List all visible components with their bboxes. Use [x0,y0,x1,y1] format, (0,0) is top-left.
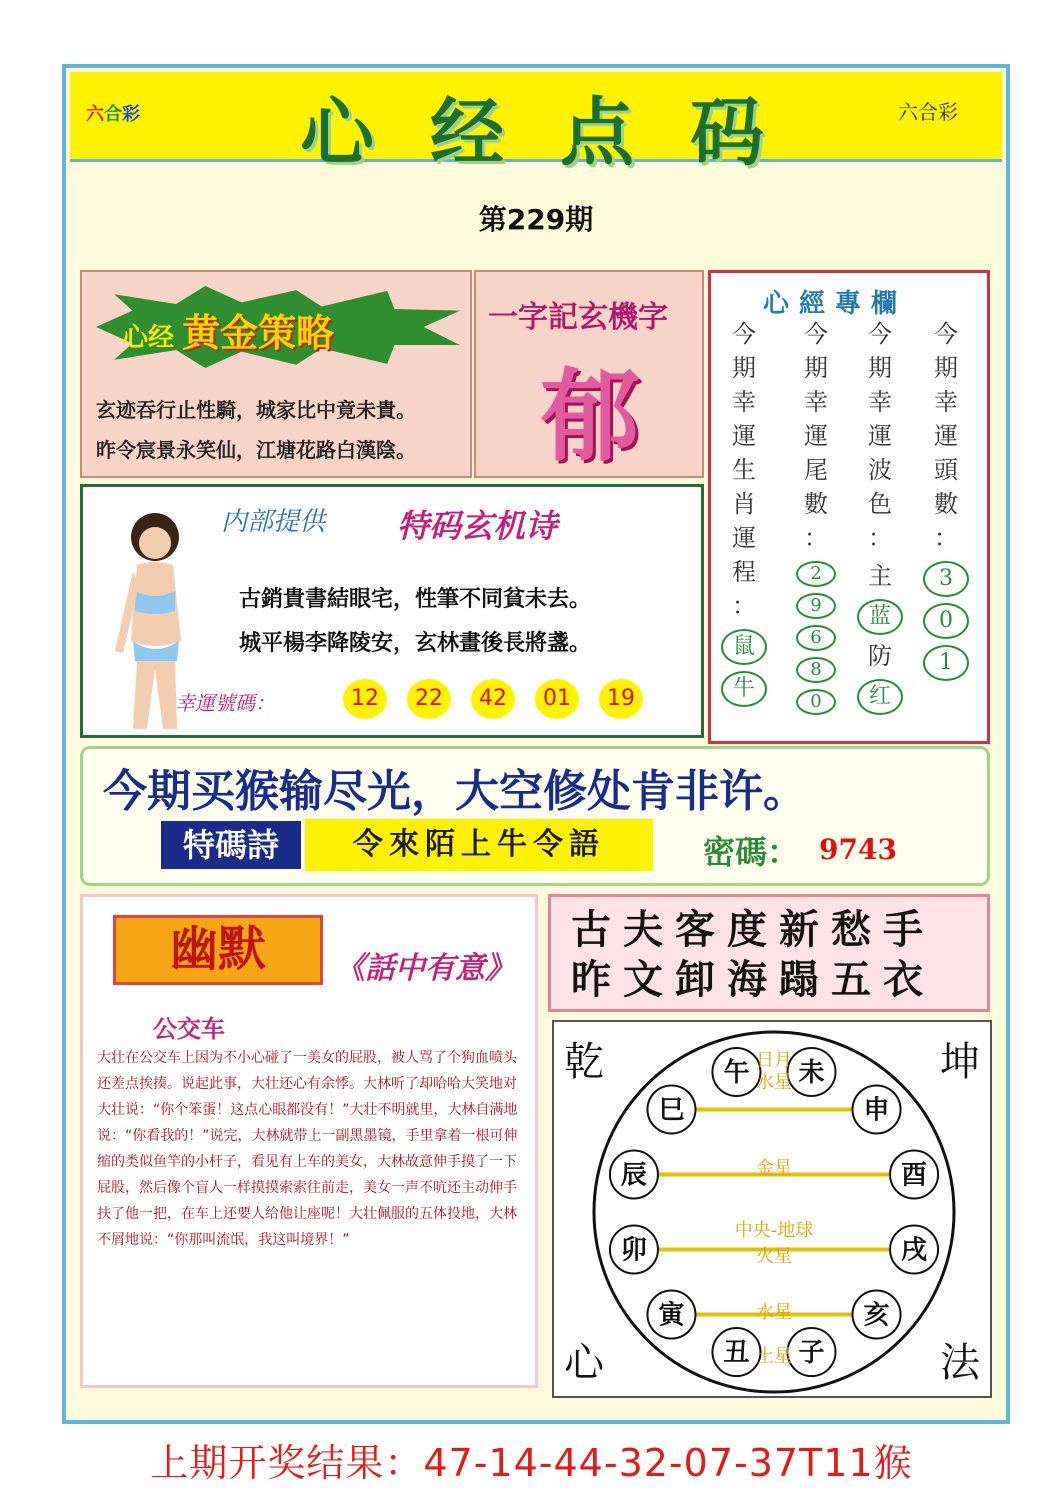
head-column [931,317,961,681]
column-value: 0 [796,689,836,715]
lucky-ball: 01 [535,679,579,719]
poem-line: 城平楊李降陵安，玄林畫後長將盞。 [239,630,592,656]
branch-label: 午 [723,1057,750,1088]
te-poem-text: 令來陌上牛令語 [305,819,653,871]
branch-label: 未 [798,1057,825,1088]
poem-tag-title: 特码玄机诗 [397,507,558,545]
branch-label: 子 [798,1338,825,1369]
branch-circle [554,1022,994,1400]
logo-left [86,100,140,126]
corner-xin: 心 [564,1340,604,1386]
column-value: 牛 [721,671,767,707]
column-char: ： [804,524,828,552]
lucky-ball: 42 [471,679,515,719]
secret-title: 一字記玄機字 [488,300,668,335]
column-char: 期 [732,354,756,382]
column-value: 6 [796,625,836,651]
column-char: 幸 [732,388,756,416]
column-char: 幸 [934,388,958,416]
planet-label: 水星 [756,1072,792,1093]
column-value: 0 [923,603,969,639]
column-char: 運 [732,524,756,552]
poem-panel [80,484,704,738]
column-char: 今 [934,320,958,348]
column-value: 1 [923,645,969,681]
poem-line: 古銷貴書結眼宅，性筆不同貧未去。 [239,586,592,612]
page-title: 心经点码 [300,90,820,176]
column-value: 3 [923,561,969,597]
secret-char: 郁 [540,358,640,475]
logo-char: 彩 [122,104,140,125]
column-char: 今 [868,320,892,348]
lucky-ball: 12 [343,679,387,719]
gold-line: 昨令宸景永笑仙，江塘花路白漢陰。 [96,438,416,462]
column-char: 頭 [934,456,958,484]
branch-label: 巳 [658,1095,685,1126]
column-char: 幸 [804,388,828,416]
column-char: 數 [804,490,828,518]
column-char: 運 [732,422,756,450]
poem-tag-internal: 内部提供 [221,507,326,537]
column-char: 運 [868,422,892,450]
tail-column [801,317,831,715]
column-char: 運 [934,422,958,450]
logo-char: 六 [86,104,104,125]
slogan-text: 今期买猴输尽光，大空修处肯非许。 [103,766,807,817]
column-panel [708,270,990,744]
logo-char: 合 [104,104,122,125]
joke-title: 公交车 [153,1015,225,1043]
joke-text: 大壮在公交车上因为不小心碰了一美女的屁股，被人骂了个狗血喷头还差点挨揍。说起此事，大壮还心有余悸。大林听了却哈哈大笑地对大壮说：“你个笨蛋！这点心眼都没有！”大壮不明就里，大林自满地说：“你看我的！”说完，大林就带上一副黑墨镜，手里拿着一根可伸缩的类似鱼竿的小杆子，看见有上车的美女，大林故意伸手摸了一下屁股，然后像个盲人一样摸摸索索往前走，美女一声不吭还主动伸手扶了他一把，在车上还要人给他让座呢！大壮佩服的五体投地，大林不屑地说：“你那叫流氓，我这叫境界！” [97,1050,518,1248]
column-char: ： [934,524,958,552]
column-char: 期 [934,354,958,382]
column-char: 波 [868,456,892,484]
planet-label: 水星 [756,1302,792,1323]
column-value: 鼠 [721,629,767,665]
column-value: 红 [857,679,903,715]
branch-label: 亥 [863,1300,890,1331]
verse-line: 昨文卸海蹋五衣 [571,956,935,1003]
logo-right: 六合彩 [898,100,958,124]
branch-diagram [552,1020,992,1398]
slogan-panel [80,746,990,886]
verse-panel [548,894,990,1012]
column-char: ： [732,592,756,620]
planet-label: 火星 [756,1246,792,1267]
column-value: 2 [796,561,836,587]
planet-label: 金星 [756,1158,792,1179]
corner-qian: 乾 [564,1039,604,1085]
column-title: 心經專欄 [763,289,908,319]
column-char: 尾 [804,456,828,484]
planet-label: 土星 [756,1346,792,1367]
branch-label: 寅 [658,1300,685,1331]
poster-frame [62,64,1010,1424]
verse-line: 古夫客度新愁手 [571,906,935,953]
column-char: 程 [732,558,756,586]
corner-fa: 法 [940,1340,980,1386]
corner-kun: 坤 [940,1039,980,1085]
column-char: 今 [804,320,828,348]
column-char: 期 [868,354,892,382]
te-poem-label: 特碼詩 [161,821,301,869]
secret-char-panel [474,270,704,478]
planet-label: 中央-地球 [734,1220,814,1241]
column-value: 8 [796,657,836,683]
gold-poem [96,390,416,470]
branch-label: 酉 [901,1160,928,1191]
column-value: 9 [796,593,836,619]
humor-badge: 幽默 [113,915,323,985]
column-char: ： [868,524,892,552]
planet-label: 日月 [756,1050,792,1071]
last-result: 上期开奖结果：47-14-44-32-07-37T11猴 [150,1441,913,1485]
humor-panel [80,894,538,1388]
lucky-label: 幸運號碼： [175,691,275,715]
gold-strategy-panel [80,270,472,478]
column-value: 主 [868,562,892,590]
column-char: 肖 [732,490,756,518]
column-char: 幸 [868,388,892,416]
zodiac-column [729,317,759,707]
verse-lines [571,905,935,1005]
gold-main: 黄金策略 [182,311,335,355]
humor-subtitle: 《話中有意》 [335,951,515,986]
password-label: 密碼： [703,833,800,871]
branch-label: 辰 [620,1160,647,1191]
gold-prefix: 心经 [122,323,175,353]
column-char: 期 [804,354,828,382]
lucky-ball: 22 [407,679,451,719]
branch-label: 丑 [723,1338,750,1369]
column-char: 色 [868,490,892,518]
issue-number: 第229期 [478,203,594,236]
branch-label: 卯 [620,1235,647,1266]
column-value: 防 [868,642,892,670]
column-char: 今 [732,320,756,348]
color-column [865,317,895,715]
password-value: 9743 [819,833,897,866]
column-value: 蓝 [857,599,903,635]
poem-lines [239,577,591,665]
branch-label: 戌 [901,1235,928,1266]
column-char: 生 [732,456,756,484]
lucky-ball: 19 [599,679,643,719]
column-char: 數 [934,490,958,518]
gold-line: 玄迹吞行止性騎，城家比中竟未貴。 [96,398,416,422]
header [70,72,1002,176]
gold-title [122,302,334,357]
column-char: 運 [804,422,828,450]
branch-label: 申 [863,1095,890,1126]
